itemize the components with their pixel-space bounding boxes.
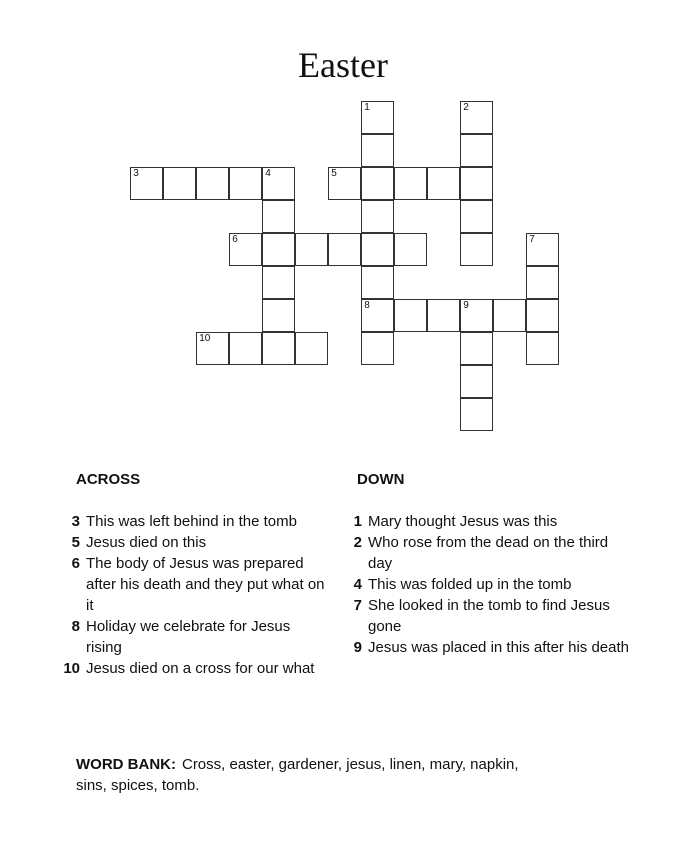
grid-cell[interactable]	[229, 332, 262, 365]
clue-text: Jesus died on a cross for our what	[86, 660, 315, 677]
grid-cell[interactable]	[394, 167, 427, 200]
across-clue	[58, 532, 328, 553]
cell-number: 2	[463, 102, 469, 114]
cell-number: 5	[331, 168, 337, 180]
clue-number: 2	[353, 534, 362, 551]
grid-cell[interactable]	[262, 200, 295, 233]
grid-cell[interactable]	[460, 101, 493, 134]
grid-cell[interactable]	[262, 299, 295, 332]
grid-cell[interactable]	[394, 233, 427, 266]
across-clue	[58, 658, 328, 679]
across-heading: ACROSS	[76, 471, 141, 488]
grid-cell[interactable]	[460, 134, 493, 167]
across-clue	[58, 616, 328, 658]
clue-number: 7	[353, 597, 362, 614]
across-clue	[58, 553, 328, 616]
grid-cell[interactable]	[196, 332, 229, 365]
clue-text: Holiday we celebrate for Jesus rising	[86, 618, 291, 656]
cell-number: 1	[364, 102, 370, 114]
grid-cell[interactable]	[361, 266, 394, 299]
clue-text: This was folded up in the tomb	[368, 576, 572, 593]
grid-cell[interactable]	[361, 200, 394, 233]
cell-number: 3	[133, 168, 139, 180]
grid-cell[interactable]	[460, 365, 493, 398]
grid-cell[interactable]	[361, 332, 394, 365]
grid-cell[interactable]	[196, 167, 229, 200]
cell-number: 6	[232, 234, 238, 246]
grid-cell[interactable]	[493, 299, 526, 332]
grid-cell[interactable]	[163, 167, 196, 200]
word-bank-words: Cross, easter, gardener, jesus, linen, mary, napkin, sins, spices, tomb.	[76, 756, 519, 794]
grid-cell[interactable]	[460, 299, 493, 332]
grid-cell[interactable]	[427, 299, 460, 332]
cell-number: 8	[364, 300, 370, 312]
cell-number: 10	[199, 333, 211, 345]
clue-text: Jesus was placed in this after his death	[368, 639, 629, 656]
clue-number: 3	[71, 513, 80, 530]
clue-number: 4	[353, 576, 362, 593]
across-clue	[58, 511, 328, 532]
grid-cell[interactable]	[361, 134, 394, 167]
grid-cell[interactable]	[460, 200, 493, 233]
clue-number: 8	[71, 618, 80, 635]
grid-cell[interactable]	[460, 167, 493, 200]
cell-number: 9	[463, 300, 469, 312]
clue-text: This was left behind in the tomb	[86, 513, 297, 530]
down-clue	[340, 532, 630, 574]
grid-cell[interactable]	[262, 167, 295, 200]
clue-text: Jesus died on this	[86, 534, 207, 551]
grid-cell[interactable]	[526, 332, 559, 365]
down-clue	[340, 637, 630, 658]
puzzle-title: Easter	[298, 45, 388, 85]
grid-cell[interactable]	[526, 299, 559, 332]
clue-text: The body of Jesus was prepared after his death and they put what on it	[86, 555, 325, 614]
down-clue	[340, 574, 630, 595]
clue-text: Mary thought Jesus was this	[368, 513, 558, 530]
grid-cell[interactable]	[460, 233, 493, 266]
clue-number: 9	[353, 639, 362, 656]
grid-cell[interactable]	[229, 167, 262, 200]
grid-cell[interactable]	[526, 266, 559, 299]
grid-cell[interactable]	[361, 167, 394, 200]
grid-cell[interactable]	[526, 233, 559, 266]
grid-cell[interactable]	[262, 233, 295, 266]
grid-cell[interactable]	[361, 233, 394, 266]
grid-cell[interactable]	[262, 266, 295, 299]
down-clue	[340, 511, 630, 532]
clue-number: 5	[71, 534, 80, 551]
grid-cell[interactable]	[295, 233, 328, 266]
grid-cell[interactable]	[361, 299, 394, 332]
cell-number: 4	[265, 168, 271, 180]
grid-cell[interactable]	[295, 332, 328, 365]
cell-number: 7	[529, 234, 535, 246]
word-bank	[76, 754, 536, 796]
grid-cell[interactable]	[229, 233, 262, 266]
crossword-grid	[131, 102, 560, 432]
down-heading: DOWN	[357, 471, 405, 488]
word-bank-label: WORD BANK:	[76, 756, 176, 773]
across-clue-list	[58, 511, 328, 679]
grid-cell[interactable]	[262, 332, 295, 365]
grid-cell[interactable]	[460, 332, 493, 365]
grid-cell[interactable]	[328, 167, 361, 200]
down-clue-list	[340, 511, 630, 658]
clue-text: Who rose from the dead on the third day	[368, 534, 609, 572]
clue-text: She looked in the tomb to find Jesus gone	[368, 597, 610, 635]
clue-number: 1	[353, 513, 362, 530]
grid-cell[interactable]	[427, 167, 460, 200]
grid-cell[interactable]	[130, 167, 163, 200]
grid-cell[interactable]	[460, 398, 493, 431]
grid-cell[interactable]	[361, 101, 394, 134]
grid-cell[interactable]	[394, 299, 427, 332]
grid-cell[interactable]	[328, 233, 361, 266]
down-clue	[340, 595, 630, 637]
clue-number: 6	[71, 555, 80, 572]
clue-number: 10	[63, 660, 80, 677]
